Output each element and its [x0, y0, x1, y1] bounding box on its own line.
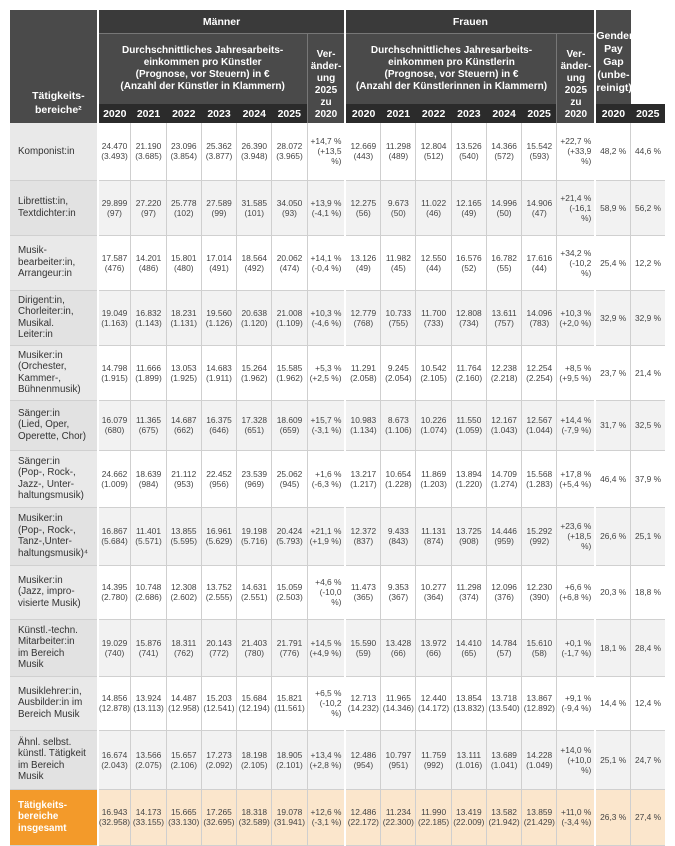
men-change-value: +14,7 % (+13,5 %) — [307, 123, 345, 180]
men-value-2025: 15.821 (11.561) — [272, 676, 307, 730]
men-value-2025: 19.078 (31.941) — [272, 789, 307, 845]
women-header: Frauen — [345, 10, 595, 34]
men-change-value: +14,1 % (-0,4 %) — [307, 235, 345, 290]
table-row — [10, 507, 665, 565]
men-value-2021: 15.876 (741) — [131, 619, 166, 676]
men-value-2021: 13.924 (13.113) — [131, 676, 166, 730]
row-label: Musiker:in (Pop-, Rock-, Tanz-,Unter- haltungsmusik)⁴ — [10, 507, 98, 565]
gpg-value-2025: 44,6 % — [631, 123, 665, 180]
men-change-value: +13,4 % (+2,8 %) — [307, 730, 345, 789]
women-value-2024: 16.782 (55) — [486, 235, 521, 290]
table-row — [10, 180, 665, 235]
women-value-2022: 11.700 (733) — [416, 290, 451, 345]
men-value-2021: 14.173 (33.155) — [131, 789, 166, 845]
men-income-header — [98, 34, 307, 105]
women-value-2020: 15.590 (59) — [345, 619, 380, 676]
women-value-2022: 10.226 (1.074) — [416, 400, 451, 450]
women-value-2022: 10.542 (2.105) — [416, 345, 451, 400]
women-value-2024: 13.582 (21.942) — [486, 789, 521, 845]
gpg-value-2025: 24,7 % — [631, 730, 665, 789]
women-value-2022: 11.759 (992) — [416, 730, 451, 789]
men-value-2020: 16.674 (2.043) — [98, 730, 131, 789]
men-value-2021: 27.220 (97) — [131, 180, 166, 235]
row-label: Musiklehrer:in, Ausbilder:in im Bereich Musik — [10, 676, 98, 730]
row-label: Ähnl. selbst. künstl. Tätigkeit im Bereich Musik — [10, 730, 98, 789]
men-value-2021: 11.365 (675) — [131, 400, 166, 450]
men-value-2023: 13.752 (2.555) — [201, 565, 236, 619]
gpg-header — [595, 10, 636, 104]
women-value-2021: 9.245 (2.054) — [381, 345, 416, 400]
women-value-2022: 11.022 (46) — [416, 180, 451, 235]
gpg-value-2020: 31,7 % — [595, 400, 630, 450]
women-value-2024: 14.446 (959) — [486, 507, 521, 565]
gpg-value-2025: 27,4 % — [631, 789, 665, 845]
women-value-2023: 12.808 (734) — [451, 290, 486, 345]
men-value-2024: 23.539 (969) — [237, 450, 272, 507]
women-value-2021: 11.234 (22.300) — [381, 789, 416, 845]
men-value-2025: 15.585 (1.962) — [272, 345, 307, 400]
men-value-2024: 18.318 (32.589) — [237, 789, 272, 845]
row-label: Musik- bearbeiter:in, Arrangeur:in — [10, 235, 98, 290]
men-value-2025: 21.008 (1.109) — [272, 290, 307, 345]
men-value-2023: 17.265 (32.695) — [201, 789, 236, 845]
men-value-2020: 14.856 (12.878) — [98, 676, 131, 730]
men-value-2022: 15.657 (2.106) — [166, 730, 201, 789]
women-change-value: +6,6 % (+6,8 %) — [557, 565, 595, 619]
table-row — [10, 290, 665, 345]
women-value-2022: 12.440 (14.172) — [416, 676, 451, 730]
women-value-2023: 11.550 (1.059) — [451, 400, 486, 450]
women-change-text: Ver- änder- ung 2025 zu 2020 — [560, 49, 592, 120]
women-value-2020: 13.126 (49) — [345, 235, 380, 290]
men-value-2021: 11.401 (5.571) — [131, 507, 166, 565]
men-year-2025: 2025 — [272, 104, 307, 123]
table-row — [10, 676, 665, 730]
women-change-value: +21,4 % (-16,1 %) — [557, 180, 595, 235]
men-value-2021: 14.201 (486) — [131, 235, 166, 290]
men-value-2024: 15.684 (12.194) — [237, 676, 272, 730]
gpg-value-2020: 23,7 % — [595, 345, 630, 400]
men-value-2024: 18.564 (492) — [237, 235, 272, 290]
men-year-2021: 2021 — [131, 104, 166, 123]
men-value-2020: 19.029 (740) — [98, 619, 131, 676]
gpg-year-2025: 2025 — [631, 104, 665, 123]
gpg-value-2020: 26,3 % — [595, 789, 630, 845]
women-value-2022: 10.277 (364) — [416, 565, 451, 619]
women-value-2021: 9.433 (843) — [381, 507, 416, 565]
women-value-2020: 12.486 (954) — [345, 730, 380, 789]
women-value-2020: 12.713 (14.232) — [345, 676, 380, 730]
men-change-value: +10,3 % (-4,6 %) — [307, 290, 345, 345]
men-change-text: Ver- änder- ung 2025 zu 2020 — [310, 49, 342, 120]
men-value-2021: 16.832 (1.143) — [131, 290, 166, 345]
table-row — [10, 619, 665, 676]
gpg-value-2025: 21,4 % — [631, 345, 665, 400]
men-value-2020: 14.395 (2.780) — [98, 565, 131, 619]
gpg-value-2020: 46,4 % — [595, 450, 630, 507]
men-change-value: +4,6 % (-10,0 %) — [307, 565, 345, 619]
row-label: Tätigkeits- bereiche insgesamt — [10, 789, 98, 845]
men-value-2025: 15.059 (2.503) — [272, 565, 307, 619]
gpg-year-2020: 2020 — [595, 104, 630, 123]
women-value-2021: 9.353 (367) — [381, 565, 416, 619]
women-value-2025: 15.568 (1.283) — [522, 450, 557, 507]
men-change-value: +21,1 % (+1,9 %) — [307, 507, 345, 565]
men-value-2023: 15.203 (12.541) — [201, 676, 236, 730]
women-change-value: +14,4 % (-7,9 %) — [557, 400, 595, 450]
men-year-2024: 2024 — [237, 104, 272, 123]
women-value-2025: 15.610 (58) — [522, 619, 557, 676]
men-value-2022: 25.778 (102) — [166, 180, 201, 235]
gpg-value-2020: 26,6 % — [595, 507, 630, 565]
women-value-2021: 10.733 (755) — [381, 290, 416, 345]
men-value-2020: 14.798 (1.915) — [98, 345, 131, 400]
men-change-value: +12,6 % (-3,1 %) — [307, 789, 345, 845]
women-value-2020: 10.983 (1.134) — [345, 400, 380, 450]
table-row — [10, 400, 665, 450]
men-value-2022: 21.112 (953) — [166, 450, 201, 507]
women-value-2025: 13.859 (21.429) — [522, 789, 557, 845]
women-value-2023: 13.111 (1.016) — [451, 730, 486, 789]
women-value-2024: 13.611 (757) — [486, 290, 521, 345]
gpg-value-2025: 28,4 % — [631, 619, 665, 676]
men-value-2022: 12.308 (2.602) — [166, 565, 201, 619]
men-value-2023: 27.589 (99) — [201, 180, 236, 235]
women-change-value: +17,8 % (+5,4 %) — [557, 450, 595, 507]
men-value-2020: 17.587 (476) — [98, 235, 131, 290]
women-value-2023: 13.419 (22.009) — [451, 789, 486, 845]
table-row — [10, 345, 665, 400]
row-label: Musiker:in (Jazz, impro- visierte Musik) — [10, 565, 98, 619]
men-value-2023: 19.560 (1.126) — [201, 290, 236, 345]
men-header: Männer — [98, 10, 346, 34]
women-value-2022: 11.990 (22.185) — [416, 789, 451, 845]
women-value-2024: 12.096 (376) — [486, 565, 521, 619]
men-value-2020: 16.079 (680) — [98, 400, 131, 450]
men-value-2022: 13.053 (1.925) — [166, 345, 201, 400]
women-year-2020: 2020 — [345, 104, 380, 123]
men-value-2025: 34.050 (93) — [272, 180, 307, 235]
women-value-2024: 12.167 (1.043) — [486, 400, 521, 450]
women-value-2023: 11.764 (2.160) — [451, 345, 486, 400]
gpg-value-2025: 32,5 % — [631, 400, 665, 450]
women-value-2020: 12.372 (837) — [345, 507, 380, 565]
women-income-header — [345, 34, 557, 105]
men-value-2022: 18.231 (1.131) — [166, 290, 201, 345]
men-change-value: +13,9 % (-4,1 %) — [307, 180, 345, 235]
women-value-2023: 16.576 (52) — [451, 235, 486, 290]
women-value-2023: 14.410 (65) — [451, 619, 486, 676]
table-body — [10, 123, 665, 845]
men-change-header — [307, 34, 345, 124]
women-value-2023: 13.894 (1.220) — [451, 450, 486, 507]
women-value-2020: 12.669 (443) — [345, 123, 380, 180]
women-change-value: +8,5 % (+9,5 %) — [557, 345, 595, 400]
women-year-2024: 2024 — [486, 104, 521, 123]
women-value-2020: 12.486 (22.172) — [345, 789, 380, 845]
women-value-2020: 12.779 (768) — [345, 290, 380, 345]
men-value-2020: 24.662 (1.009) — [98, 450, 131, 507]
women-value-2025: 14.096 (783) — [522, 290, 557, 345]
men-value-2021: 21.190 (3.685) — [131, 123, 166, 180]
gpg-value-2020: 48,2 % — [595, 123, 630, 180]
men-change-value: +5,3 % (+2,5 %) — [307, 345, 345, 400]
gpg-value-2025: 12,2 % — [631, 235, 665, 290]
women-value-2024: 12.238 (2.218) — [486, 345, 521, 400]
men-value-2023: 16.961 (5.629) — [201, 507, 236, 565]
women-value-2022: 12.550 (44) — [416, 235, 451, 290]
table-row — [10, 235, 665, 290]
gpg-value-2025: 18,8 % — [631, 565, 665, 619]
men-value-2024: 31.585 (101) — [237, 180, 272, 235]
men-value-2024: 21.403 (780) — [237, 619, 272, 676]
gpg-value-2025: 12,4 % — [631, 676, 665, 730]
men-value-2023: 14.683 (1.911) — [201, 345, 236, 400]
gpg-value-2020: 58,9 % — [595, 180, 630, 235]
men-value-2022: 15.665 (33.130) — [166, 789, 201, 845]
women-value-2022: 13.972 (66) — [416, 619, 451, 676]
women-change-value: +14,0 % (+10,0 %) — [557, 730, 595, 789]
men-value-2024: 19.198 (5.716) — [237, 507, 272, 565]
men-value-2022: 15.801 (480) — [166, 235, 201, 290]
men-year-2022: 2022 — [166, 104, 201, 123]
men-value-2022: 14.487 (12.958) — [166, 676, 201, 730]
women-value-2023: 13.725 (908) — [451, 507, 486, 565]
table-row — [10, 450, 665, 507]
women-income-text: Durchschnittliches Jahresarbeits- einkommen pro Künstlerin (Prognose, vor Steuern) in € (Anzahl der Künstlerinnen in Klammern) — [355, 45, 548, 92]
women-change-value: +0,1 % (-1,7 %) — [557, 619, 595, 676]
women-year-2022: 2022 — [416, 104, 451, 123]
table-row — [10, 789, 665, 845]
men-value-2021: 18.639 (984) — [131, 450, 166, 507]
men-value-2024: 26.390 (3.948) — [237, 123, 272, 180]
women-value-2025: 13.867 (12.892) — [522, 676, 557, 730]
women-value-2024: 14.996 (50) — [486, 180, 521, 235]
men-change-value: +14,5 % (+4,9 %) — [307, 619, 345, 676]
men-value-2020: 24.470 (3.493) — [98, 123, 131, 180]
women-value-2023: 12.165 (49) — [451, 180, 486, 235]
gpg-value-2020: 32,9 % — [595, 290, 630, 345]
women-value-2025: 17.616 (44) — [522, 235, 557, 290]
men-value-2025: 18.905 (2.101) — [272, 730, 307, 789]
women-value-2020: 12.275 (56) — [345, 180, 380, 235]
women-change-header — [557, 34, 595, 124]
gpg-value-2020: 18,1 % — [595, 619, 630, 676]
men-value-2023: 16.375 (646) — [201, 400, 236, 450]
women-value-2025: 15.542 (593) — [522, 123, 557, 180]
gpg-value-2020: 20,3 % — [595, 565, 630, 619]
men-value-2021: 11.666 (1.899) — [131, 345, 166, 400]
table-row — [10, 565, 665, 619]
men-value-2025: 20.424 (5.793) — [272, 507, 307, 565]
row-label: Sänger:in (Pop-, Rock-, Jazz-, Unter- haltungsmusik) — [10, 450, 98, 507]
women-value-2020: 11.291 (2.058) — [345, 345, 380, 400]
row-label: Sänger:in (Lied, Oper, Operette, Chor) — [10, 400, 98, 450]
men-value-2025: 28.072 (3.965) — [272, 123, 307, 180]
men-value-2023: 22.452 (956) — [201, 450, 236, 507]
men-value-2025: 21.791 (776) — [272, 619, 307, 676]
men-value-2020: 16.867 (5.684) — [98, 507, 131, 565]
row-label: Musiker:in (Orchester, Kammer-, Bühnenmusik) — [10, 345, 98, 400]
gpg-value-2020: 14,4 % — [595, 676, 630, 730]
women-value-2023: 11.298 (374) — [451, 565, 486, 619]
gpg-value-2020: 25,4 % — [595, 235, 630, 290]
women-value-2025: 12.254 (2.254) — [522, 345, 557, 400]
women-value-2025: 14.906 (47) — [522, 180, 557, 235]
men-value-2021: 10.748 (2.686) — [131, 565, 166, 619]
women-value-2021: 13.428 (66) — [381, 619, 416, 676]
category-header-text: Tätigkeits- bereiche² — [32, 90, 85, 116]
men-value-2024: 20.638 (1.120) — [237, 290, 272, 345]
men-value-2023: 17.014 (491) — [201, 235, 236, 290]
women-change-value: +11,0 % (-3,4 %) — [557, 789, 595, 845]
women-value-2022: 11.131 (874) — [416, 507, 451, 565]
women-year-2021: 2021 — [381, 104, 416, 123]
women-value-2025: 12.567 (1.044) — [522, 400, 557, 450]
women-value-2022: 11.869 (1.203) — [416, 450, 451, 507]
women-value-2023: 13.526 (540) — [451, 123, 486, 180]
women-value-2021: 9.673 (50) — [381, 180, 416, 235]
women-value-2024: 14.784 (57) — [486, 619, 521, 676]
row-label: Dirigent:in, Chorleiter:in, Musikal. Leiter:in — [10, 290, 98, 345]
pay-gap-table — [10, 10, 665, 846]
gpg-value-2020: 25,1 % — [595, 730, 630, 789]
women-value-2023: 13.854 (13.832) — [451, 676, 486, 730]
men-change-value: +15,7 % (-3,1 %) — [307, 400, 345, 450]
men-value-2020: 16.943 (32.958) — [98, 789, 131, 845]
gpg-value-2025: 32,9 % — [631, 290, 665, 345]
women-value-2021: 11.965 (14.346) — [381, 676, 416, 730]
women-value-2025: 14.228 (1.049) — [522, 730, 557, 789]
women-value-2020: 13.217 (1.217) — [345, 450, 380, 507]
women-year-2025: 2025 — [522, 104, 557, 123]
women-value-2024: 13.689 (1.041) — [486, 730, 521, 789]
men-value-2022: 23.096 (3.854) — [166, 123, 201, 180]
men-value-2024: 18.198 (2.105) — [237, 730, 272, 789]
women-value-2024: 14.709 (1.274) — [486, 450, 521, 507]
men-value-2020: 19.049 (1.163) — [98, 290, 131, 345]
women-value-2022: 12.804 (512) — [416, 123, 451, 180]
men-value-2025: 18.609 (659) — [272, 400, 307, 450]
gpg-value-2025: 25,1 % — [631, 507, 665, 565]
women-change-value: +23,6 % (+18,5 %) — [557, 507, 595, 565]
men-value-2025: 20.062 (474) — [272, 235, 307, 290]
row-label: Komponist:in — [10, 123, 98, 180]
row-label: Librettist:in, Textdichter:in — [10, 180, 98, 235]
table-row — [10, 123, 665, 180]
women-change-value: +9,1 % (-9,4 %) — [557, 676, 595, 730]
men-value-2022: 14.687 (662) — [166, 400, 201, 450]
men-value-2023: 17.273 (2.092) — [201, 730, 236, 789]
women-value-2021: 11.298 (489) — [381, 123, 416, 180]
men-value-2022: 18.311 (762) — [166, 619, 201, 676]
men-change-value: +1,6 % (-6,3 %) — [307, 450, 345, 507]
men-value-2022: 13.855 (5.595) — [166, 507, 201, 565]
women-change-value: +22,7 % (+33,9 %) — [557, 123, 595, 180]
men-value-2024: 14.631 (2.551) — [237, 565, 272, 619]
women-change-value: +34,2 % (-10,2 %) — [557, 235, 595, 290]
gpg-value-2025: 37,9 % — [631, 450, 665, 507]
gpg-header-text: Gender Pay Gap (unbe- reinigt)¹ — [596, 30, 636, 94]
men-value-2025: 25.062 (945) — [272, 450, 307, 507]
category-header — [10, 10, 98, 123]
men-value-2020: 29.899 (97) — [98, 180, 131, 235]
women-change-value: +10,3 % (+2,0 %) — [557, 290, 595, 345]
men-value-2024: 17.328 (651) — [237, 400, 272, 450]
gpg-value-2025: 56,2 % — [631, 180, 665, 235]
table-row — [10, 730, 665, 789]
women-value-2021: 10.654 (1.228) — [381, 450, 416, 507]
men-year-2023: 2023 — [201, 104, 236, 123]
women-value-2025: 12.230 (390) — [522, 565, 557, 619]
men-change-value: +6,5 % (-10,2 %) — [307, 676, 345, 730]
men-value-2024: 15.264 (1.962) — [237, 345, 272, 400]
row-label: Künstl.-techn. Mitarbeiter:in im Bereich Musik — [10, 619, 98, 676]
men-value-2023: 20.143 (772) — [201, 619, 236, 676]
men-year-2020: 2020 — [98, 104, 131, 123]
women-value-2021: 10.797 (951) — [381, 730, 416, 789]
men-income-text: Durchschnittliches Jahresarbeits- einkommen pro Künstler (Prognose, vor Steuern) in € (Anzahl der Künstler in Klammern) — [120, 45, 285, 92]
men-value-2021: 13.566 (2.075) — [131, 730, 166, 789]
women-year-2023: 2023 — [451, 104, 486, 123]
women-value-2021: 8.673 (1.106) — [381, 400, 416, 450]
women-value-2024: 13.718 (13.540) — [486, 676, 521, 730]
men-value-2023: 25.362 (3.877) — [201, 123, 236, 180]
women-value-2024: 14.366 (572) — [486, 123, 521, 180]
women-value-2025: 15.292 (992) — [522, 507, 557, 565]
women-value-2021: 11.982 (45) — [381, 235, 416, 290]
women-value-2020: 11.473 (365) — [345, 565, 380, 619]
